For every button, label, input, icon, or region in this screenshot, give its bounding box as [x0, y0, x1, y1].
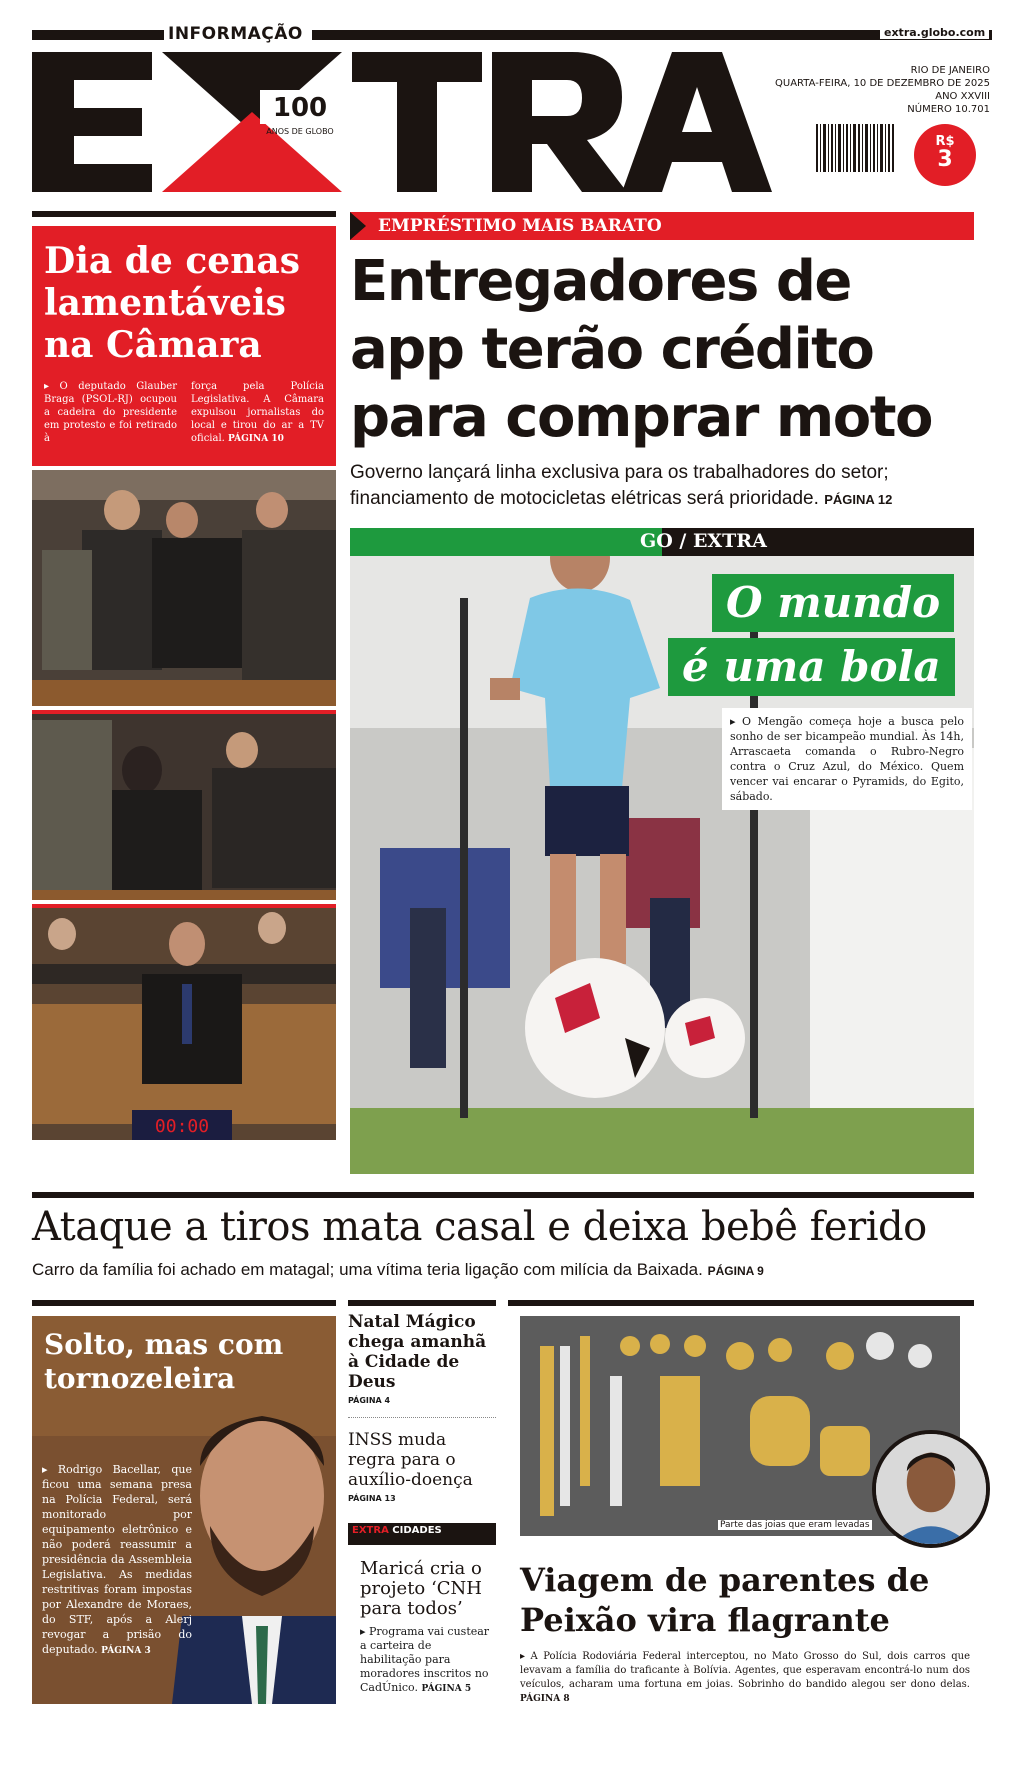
camara-body-col1: ▸ O deputado Glauber Braga (PSOL-RJ) ocupou a cadeira do presidente em protesto e foi retirado à	[44, 381, 177, 444]
price-value: 3	[937, 147, 953, 172]
sports-flag-label: GO / EXTRA	[640, 530, 767, 552]
cidades-label: CIDADES	[392, 1525, 442, 1536]
section-rule	[32, 1300, 336, 1306]
svg-text:00:00: 00:00	[154, 1116, 210, 1137]
anniversary-label: ANOS DE GLOBO	[266, 127, 334, 136]
price-currency: R$	[935, 134, 955, 149]
main-headline-line: app terão crédito	[350, 317, 874, 382]
camara-body-col2: força pela Polícia Legislativa. A Câmara expulsou jornalistas do local e tirou do ar a TV oficial.	[191, 381, 324, 444]
natal-headline[interactable]: Natal Mágico chega amanhã à Cidade de Deus	[348, 1312, 487, 1392]
issue-date: QUARTA-FEIRA, 10 DE DEZEMBRO DE 2025	[775, 78, 990, 89]
anniversary-number: 100	[272, 93, 328, 123]
jewelry-caption: Parte das joias que eram levadas	[720, 1520, 870, 1530]
section-rule	[348, 1300, 496, 1306]
natal-page: PÁGINA 4	[348, 1396, 391, 1405]
price-badge	[914, 124, 976, 186]
extra-logo	[32, 52, 792, 192]
camara-photo-3	[32, 904, 336, 1140]
main-kicker-text: EMPRÉSTIMO MAIS BARATO	[378, 216, 662, 236]
briefs-column	[348, 1312, 496, 1696]
site-url[interactable]: extra.globo.com	[880, 26, 989, 39]
camara-photos	[32, 470, 336, 1170]
marica-story[interactable]	[348, 1559, 496, 1696]
solto-body: ▸ Rodrigo Bacellar, que ficou uma semana presa na Polícia Federal, será monitorado por equipamento eletrônico e não poderá reassumir a presidência da Assembleia Legislativa. As medidas restritivas foram impostas por Alexandre de Moraes, do STF, após a Alerj revogar a prisão do deputado.	[42, 1463, 192, 1656]
cidades-brand: EXTRA	[352, 1525, 389, 1536]
issue-city: RIO DE JANEIRO	[910, 65, 990, 76]
sports-body: ▸ O Mengão começa hoje a busca pelo sonho de ser bicampeão mundial. Às 14h, Arrascaeta comanda o Rubro-Negro contra o Cruz Azul, do México. Quem vencer vai encarar o Pyramids, do Egito, sábado.	[722, 708, 972, 810]
camara-headline: Dia de cenas lamentáveis na Câmara	[44, 240, 300, 366]
section-rule	[508, 1300, 974, 1306]
main-headline-line: Entregadores de	[350, 249, 851, 314]
issue-number: NÚMERO 10.701	[907, 104, 990, 115]
marica-page: PÁGINA 5	[421, 1684, 472, 1694]
solto-page: PÁGINA 3	[101, 1646, 151, 1656]
ataque-headline[interactable]: Ataque a tiros mata casal e deixa bebê ferido	[32, 1204, 927, 1250]
main-subtitle-text: Governo lançará linha exclusiva para os trabalhadores do setor; financiamento de motocicletas elétricas será prioridade.	[350, 462, 889, 509]
ataque-subtitle-text: Carro da família foi achado em matagal; uma vítima teria ligação com milícia da Baixada.	[32, 1260, 703, 1279]
solto-headline: Solto, mas com tornozeleira	[44, 1328, 284, 1395]
marica-body: ▸ Programa vai custear a carteira de habilitação para moradores inscritos no CadÚnico.	[360, 1625, 490, 1694]
ataque-page: PÁGINA 9	[707, 1264, 764, 1278]
sports-flag-bar	[350, 528, 974, 556]
main-page: PÁGINA 12	[824, 492, 893, 507]
cidades-label-bar	[348, 1515, 496, 1549]
divider	[348, 1417, 496, 1418]
main-kicker	[350, 212, 974, 240]
sports-title-line1[interactable]: O mundo	[712, 574, 954, 632]
issue-year: ANO XXVIII	[935, 91, 990, 102]
main-headline[interactable]	[350, 248, 974, 452]
viagem-headline[interactable]: Viagem de parentes de Peixão vira flagrante	[520, 1561, 930, 1639]
section-rule	[32, 211, 336, 217]
issue-info	[770, 64, 990, 116]
barcode-icon	[814, 122, 896, 184]
main-headline-line: para comprar moto	[350, 385, 932, 450]
viagem-page: PÁGINA 8	[520, 1694, 570, 1704]
section-rule	[32, 1192, 974, 1198]
camara-photo-2	[32, 710, 336, 900]
marica-headline: Maricá cria o projeto ‘CNH para todos’	[360, 1558, 482, 1619]
camara-story[interactable]	[32, 226, 336, 466]
inss-page: PÁGINA 13	[348, 1494, 396, 1503]
inss-headline[interactable]: INSS muda regra para o auxílio-doença	[348, 1430, 473, 1490]
solto-story[interactable]	[32, 1316, 336, 1704]
ataque-subtitle	[32, 1260, 974, 1280]
avatar	[872, 1430, 990, 1548]
section-label: INFORMAÇÃO	[168, 24, 303, 44]
camara-photo-1	[32, 470, 336, 706]
viagem-body: ▸ A Polícia Rodoviária Federal interceptou, no Mato Grosso do Sul, dois carros que levavam a família do traficante à Bolívia. Agentes, que esperavam encontrá-lo num dos veículos, acharam uma fortuna em joias. Sobrinho do bandido alegou ser dono delas.	[520, 1651, 970, 1690]
sports-title-line2[interactable]: é uma bola	[668, 638, 955, 696]
main-subtitle	[350, 460, 974, 513]
camara-page: PÁGINA 10	[228, 434, 284, 444]
